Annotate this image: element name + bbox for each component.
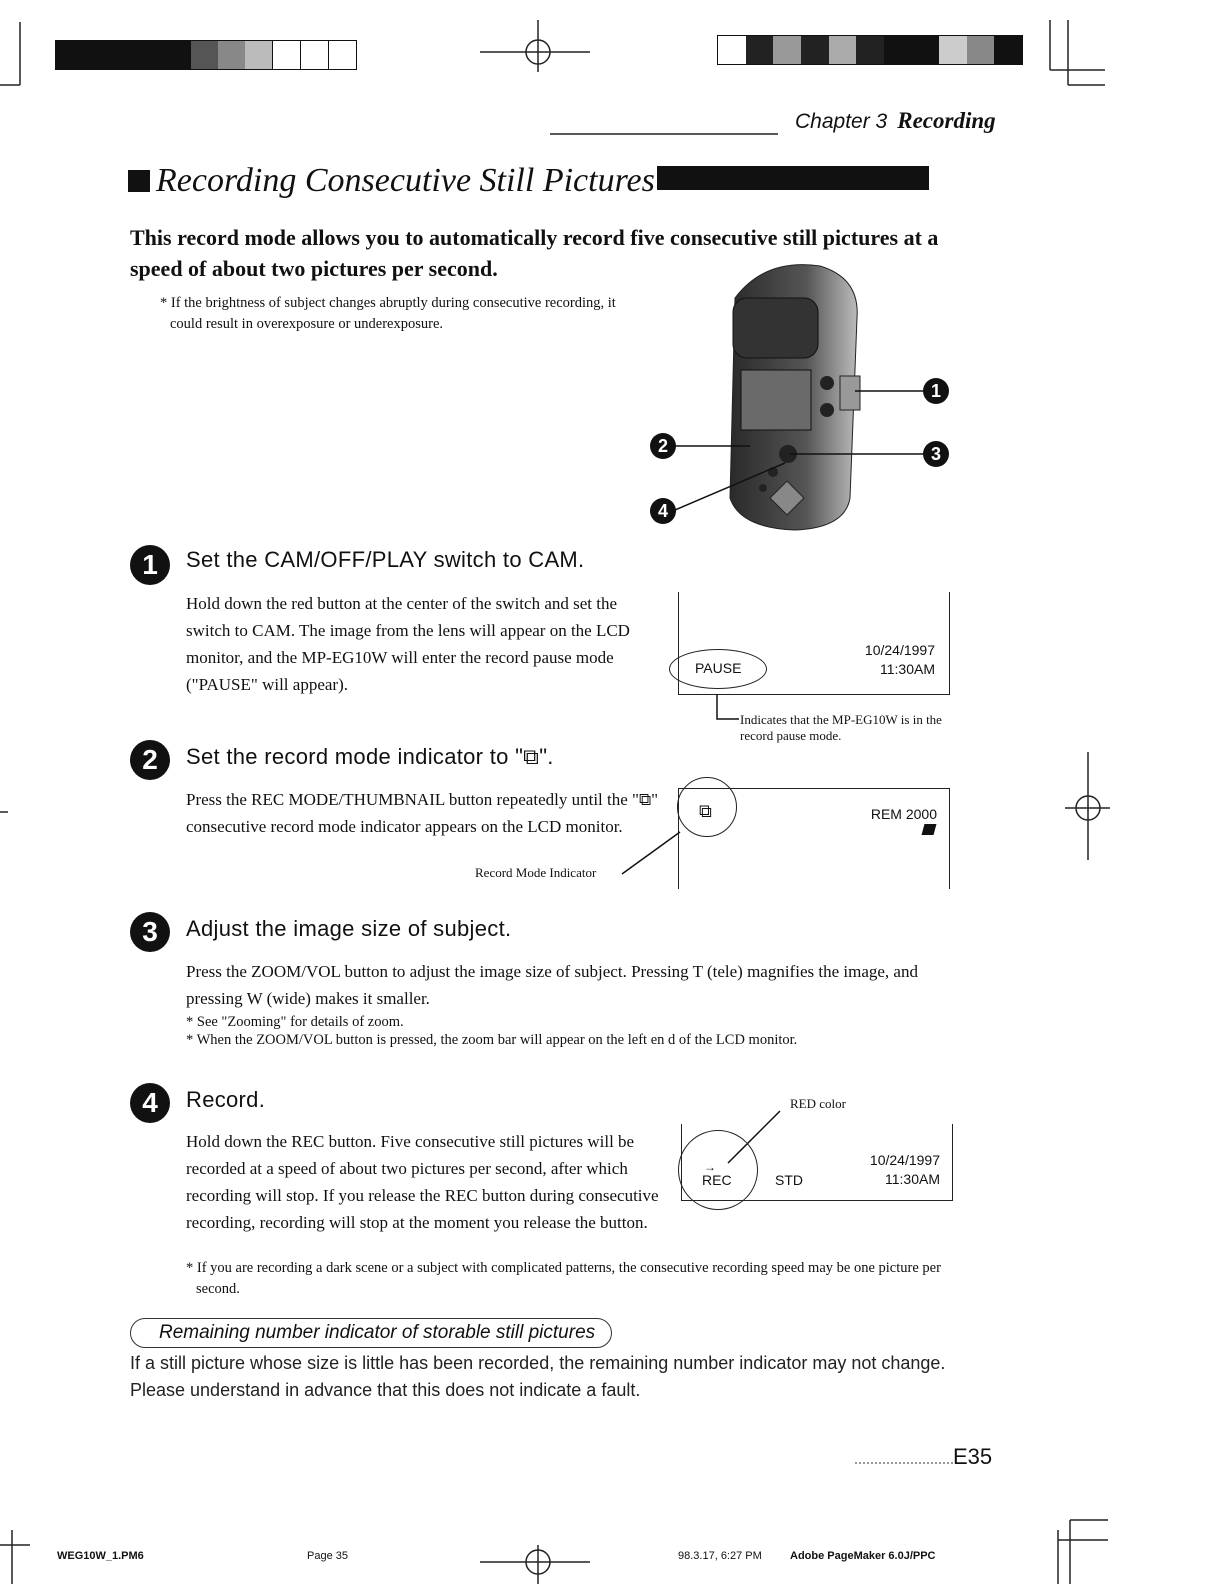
lcd3-time: 11:30AM: [885, 1171, 940, 1187]
quality-label: STD: [775, 1172, 803, 1188]
rec-label: REC: [702, 1172, 732, 1188]
lcd-display-rec: [681, 1124, 953, 1201]
title-square-icon: [128, 170, 150, 192]
consecutive-mode-icon: ⧉: [699, 801, 712, 821]
step-3-note-1: * See "Zooming" for details of zoom.: [186, 1014, 404, 1030]
chapter-label: Chapter 3: [795, 110, 888, 133]
lcd2-caption-line: [620, 830, 690, 880]
footer-date: 98.3.17, 6:27 PM: [678, 1550, 762, 1562]
running-header: [795, 108, 996, 134]
step-4-note: * If you are recording a dark scene or a subject with complicated patterns, the consecutive recording speed may be one picture per second.: [186, 1260, 941, 1297]
color-bar-right: [717, 35, 1023, 65]
lcd1-date: 10/24/1997: [864, 642, 935, 658]
footer-file: WEG10W_1.PM6: [57, 1550, 144, 1562]
step-1-number: 1: [130, 545, 170, 585]
step-4-body: Hold down the REC button. Five consecutive still pictures will be recorded at a speed of about two pictures per second, after which recording will stop. If you release the REC button during consecutive recording, recording will stop at the moment you release the button.: [186, 1132, 659, 1232]
step-1-body: Hold down the red button at the center of the switch and set the switch to CAM. The image from the lens will appear on the LCD monitor, and the MP-EG10W will enter the record pause mode ("PAUSE" will appear).: [186, 594, 630, 694]
step-3-number: 3: [130, 912, 170, 952]
lcd3-caption: RED color: [790, 1096, 846, 1111]
lcd-display-mode: [678, 788, 950, 889]
callout-lines: [645, 258, 965, 538]
rem-count: REM 2000: [870, 806, 937, 822]
chapter-title: Recording: [897, 108, 996, 133]
callout-2: 2: [650, 433, 676, 459]
step-2-heading: Set the record mode indicator to "⧉".: [186, 744, 554, 769]
footer-page: Page 35: [307, 1550, 348, 1562]
step-4-heading: Record.: [186, 1087, 266, 1112]
step-3-note-2: * When the ZOOM/VOL button is pressed, the zoom bar will appear on the left en d of the LCD monitor.: [186, 1032, 798, 1048]
footer-software: Adobe PageMaker 6.0J/PPC: [790, 1550, 936, 1562]
step-2-number: 2: [130, 740, 170, 780]
callout-3: 3: [923, 441, 949, 467]
page-number: E35: [953, 1444, 993, 1469]
step-3-body: Press the ZOOM/VOL button to adjust the image size of subject. Pressing T (tele) magnifies the image, and pressing W (wide) makes it smaller.: [186, 962, 918, 1008]
rec-arrow-icon: →: [704, 1160, 716, 1174]
step-1-heading: Set the CAM/OFF/PLAY switch to CAM.: [186, 547, 585, 572]
step-2-body: Press the REC MODE/THUMBNAIL button repeatedly until the "⧉" consecutive record mode indicator appears on the LCD monitor.: [186, 790, 659, 836]
callout-4: 4: [650, 498, 676, 524]
lcd-display-pause: [678, 592, 950, 695]
color-bar-left: [55, 40, 357, 70]
camera-illustration: [645, 258, 965, 538]
brightness-note: * If the brightness of subject changes abruptly during consecutive recording, it could result in overexposure or underexposure.: [160, 295, 616, 332]
lcd3-date: 10/24/1997: [869, 1152, 940, 1168]
lcd2-caption: Record Mode Indicator: [475, 865, 597, 880]
lead-paragraph: This record mode allows you to automatically record five consecutive still pictures at a speed of about two pictures per second.: [130, 225, 939, 281]
lcd1-time: 11:30AM: [880, 661, 935, 677]
remaining-text: If a still picture whose size is little has been recorded, the remaining number indicator may not change. Please understand in advance that this does not indicate a fault.: [130, 1353, 946, 1400]
callout-1: 1: [923, 378, 949, 404]
step-4-number: 4: [130, 1083, 170, 1123]
section-title: [128, 162, 929, 200]
title-bar: [657, 166, 929, 190]
page-number-rule: [855, 1462, 953, 1464]
quality-icon: [922, 824, 937, 835]
pause-label: PAUSE: [695, 660, 742, 676]
title-text: Recording Consecutive Still Pictures: [156, 162, 655, 199]
rec-highlight-circle: [678, 1130, 758, 1210]
lcd1-caption: Indicates that the MP-EG10W is in the record pause mode.: [740, 712, 942, 743]
step-3-heading: Adjust the image size of subject.: [186, 916, 512, 941]
remaining-heading: Remaining number indicator of storable still pictures: [130, 1318, 612, 1348]
